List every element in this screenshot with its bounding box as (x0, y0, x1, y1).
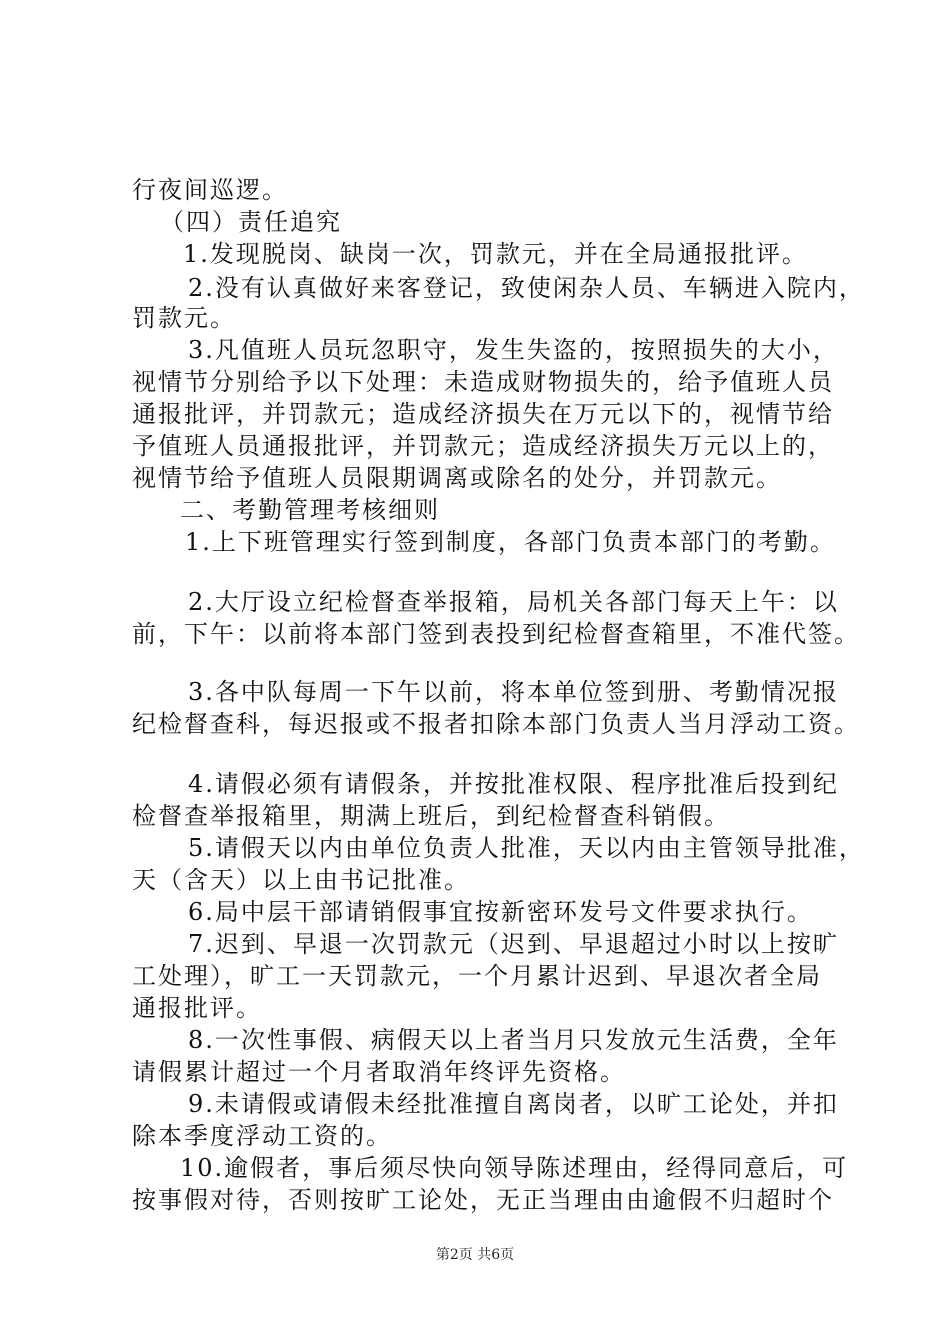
text-line: 3.各中队每周一下午以前，将本单位签到册、考勤情况报 (188, 678, 839, 706)
text-line: 工处理），旷工一天罚款元，一个月累计迟到、早退次者全局 (132, 962, 822, 990)
text-line: 6.局中层干部请销假事宜按新密环发号文件要求执行。 (188, 898, 813, 926)
text-line: 1.发现脱岗、缺岗一次，罚款元，并在全局通报批评。 (183, 240, 808, 268)
text-line: 9.未请假或请假未经批准擅自离岗者，以旷工论处，并扣 (188, 1090, 839, 1118)
text-line: 7.迟到、早退一次罚款元（迟到、早退超过小时以上按旷 (188, 930, 839, 958)
text-line: 请假累计超过一个月者取消年终评先资格。 (132, 1058, 626, 1086)
text-line: 罚款元。 (132, 304, 236, 332)
text-line: 纪检督查科，每迟报或不报者扣除本部门负责人当月浮动工资。 (132, 710, 860, 738)
text-line: 通报批评，并罚款元；造成经济损失在万元以下的，视情节给 (132, 400, 834, 428)
text-line: 5.请假天以内由单位负责人批准，天以内由主管领导批准， (188, 834, 865, 862)
text-line: 3.凡值班人员玩忽职守，发生失盗的，按照损失的大小， (188, 336, 839, 364)
text-line: 天（含天）以上由书记批准。 (132, 866, 470, 894)
text-line: 行夜间巡逻。 (132, 176, 288, 204)
text-line: 予值班人员通报批评，并罚款元；造成经济损失万元以上的， (132, 432, 834, 460)
text-line: 1.上下班管理实行签到制度，各部门负责本部门的考勤。 (185, 528, 836, 556)
section-heading: （四）责任追究 (160, 208, 342, 236)
text-line: 检督查举报箱里，期满上班后，到纪检督查科销假。 (132, 802, 730, 830)
text-line: 8.一次性事假、病假天以上者当月只发放元生活费，全年 (188, 1026, 839, 1054)
text-line: 前，下午：以前将本部门签到表投到纪检督查箱里，不准代签。 (132, 620, 860, 648)
text-line: 除本季度浮动工资的。 (132, 1122, 392, 1150)
text-line: 10.逾假者，事后须尽快向领导陈述理由，经得同意后，可 (180, 1154, 849, 1182)
text-line: 2.没有认真做好来客登记，致使闲杂人员、车辆进入院内， (188, 274, 865, 302)
text-line: 按事假对待，否则按旷工论处，无正当理由由逾假不归超时个 (132, 1186, 834, 1214)
text-line: 视情节分别给予以下处理：未造成财物损失的，给予值班人员 (132, 368, 834, 396)
text-line: 通报批评。 (132, 994, 262, 1022)
text-line: 2.大厅设立纪检督查举报箱，局机关各部门每天上午：以 (188, 588, 839, 616)
text-line: 4.请假必须有请假条，并按批准权限、程序批准后投到纪 (188, 770, 839, 798)
text-line: 视情节给予值班人员限期调离或除名的处分，并罚款元。 (132, 464, 782, 492)
page-number-footer: 第2页 共6页 (435, 1247, 515, 1263)
section-heading: 二、考勤管理考核细则 (180, 496, 440, 524)
